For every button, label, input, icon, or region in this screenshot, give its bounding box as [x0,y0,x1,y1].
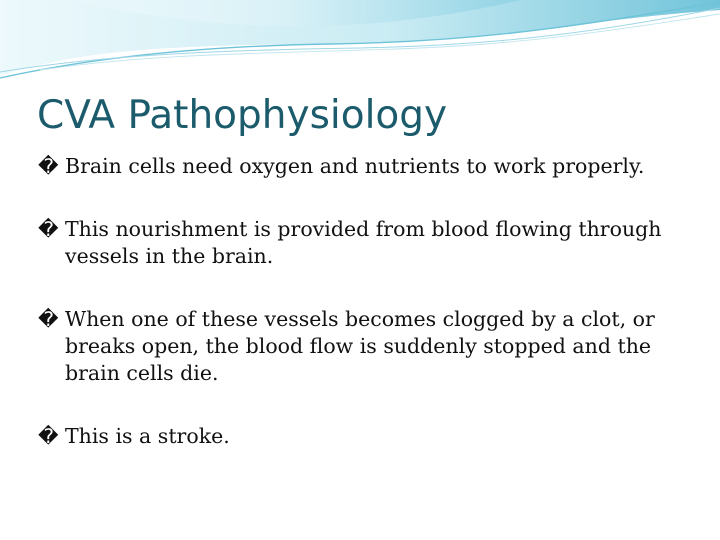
bullet-text: This is a stroke. [65,424,230,448]
slide-title: CVA Pathophysiology [37,93,448,138]
bullet-marker-icon: � [38,154,59,178]
bullet-item [38,153,698,180]
bullet-item [38,306,698,387]
bullet-marker-icon: � [38,307,59,331]
bullet-marker-icon: � [38,424,59,448]
bullet-item [38,216,698,270]
bullet-text: When one of these vessels becomes clogged by a clot, or breaks open, the blood flow is suddenly stopped and the brain cells die. [65,307,655,385]
bullet-item [38,423,698,450]
bullet-list [38,153,698,450]
bullet-text: This nourishment is provided from blood flowing through vessels in the brain. [65,217,662,268]
decorative-wave-banner [0,0,720,90]
bullet-text: Brain cells need oxygen and nutrients to work properly. [65,154,645,178]
bullet-marker-icon: � [38,217,59,241]
